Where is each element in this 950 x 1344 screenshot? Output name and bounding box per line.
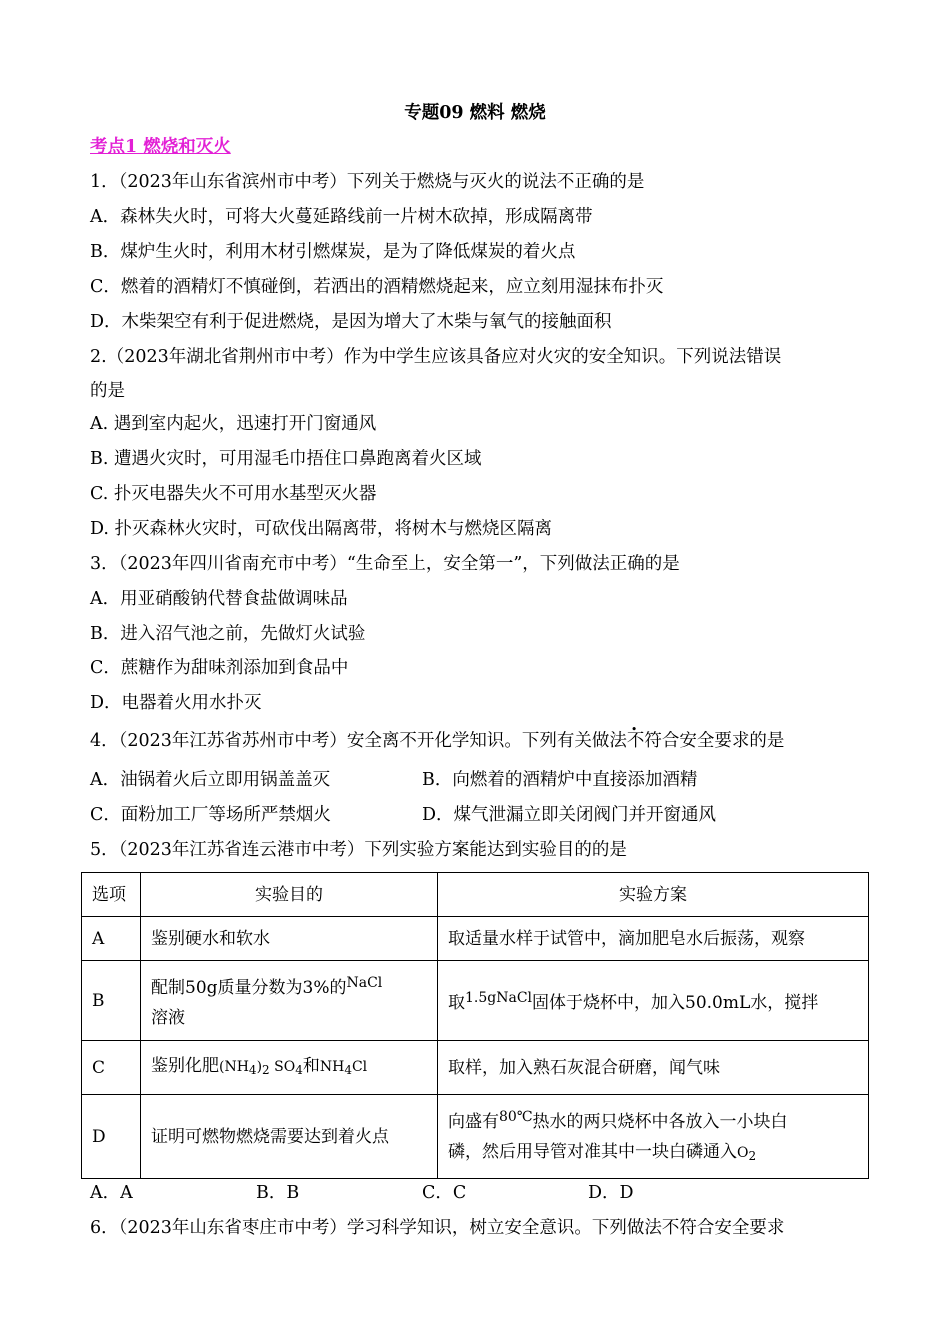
- q4-stem-post: 符合安全要求的是: [644, 731, 785, 751]
- cell-text: 配制50g质量分数为3%的: [151, 978, 347, 998]
- table-cell: A: [82, 917, 141, 961]
- formula-part: SO: [274, 1058, 296, 1075]
- q4-stem: [90, 728, 784, 754]
- table-cell: C: [82, 1041, 141, 1095]
- formula-part: Cl: [351, 1058, 368, 1075]
- q3-option-b: B．进入沼气池之前，先做灯火试验: [90, 624, 366, 644]
- experiment-table: [81, 872, 869, 1179]
- table-row: [82, 961, 869, 1041]
- formula-part: ): [256, 1058, 263, 1075]
- formula-part: NH: [319, 1058, 345, 1075]
- q4-option-c: C．面粉加工厂等场所严禁烟火: [90, 805, 331, 825]
- q4-option-b: B．向燃着的酒精炉中直接添加酒精: [422, 770, 698, 790]
- table-row: [82, 917, 869, 961]
- q4-option-a: A．油锅着火后立即用锅盖盖灭: [90, 770, 331, 790]
- table-cell: D: [82, 1095, 141, 1179]
- table-cell: B: [82, 961, 141, 1041]
- q6-stem: 6．（2023年山东省枣庄市中考）学习科学知识，树立安全意识。下列做法不符合安全要求: [90, 1218, 785, 1238]
- q1-option-d: D．木柴架空有利于促进燃烧，是因为增大了木柴与氧气的接触面积: [90, 312, 612, 332]
- q2-option-c: C. 扑灭电器失火不可用水基型灭火器: [90, 484, 377, 504]
- table-header: 实验目的: [141, 873, 438, 917]
- q4-stem-pre: 4．（2023年江苏省苏州市中考）安全离不开化学知识。下列有关做法: [90, 731, 627, 751]
- table-cell: [141, 961, 438, 1041]
- cell-text: 鉴别化肥: [151, 1055, 219, 1076]
- q5-stem: 5．（2023年江苏省连云港市中考）下列实验方案能达到实验目的的是: [90, 840, 627, 860]
- cell-text: 热水的两只烧杯中各放入一小块白: [532, 1112, 788, 1132]
- q2-stem-line2: 的是: [90, 381, 125, 401]
- q1-option-c: C．燃着的酒精灯不慎碰倒，若洒出的酒精燃烧起来，应立刻用湿抹布扑灭: [90, 277, 664, 297]
- q3-option-d: D．电器着火用水扑灭: [90, 693, 262, 713]
- table-cell: [141, 1041, 438, 1095]
- q3-stem: 3．（2023年四川省南充市中考）“生命至上，安全第一”，下列做法正确的是: [90, 554, 680, 574]
- q3-option-a: A．用亚硝酸钠代替食盐做调味品: [90, 589, 348, 609]
- q5-choice-d: D．D: [588, 1183, 634, 1203]
- q5-choice-b: B．B: [256, 1183, 300, 1203]
- q4-options-row2: [90, 802, 890, 828]
- table-cell: 证明可燃物燃烧需要达到着火点: [141, 1095, 438, 1179]
- formula-subscript: 4: [344, 1062, 352, 1077]
- table-cell: [438, 961, 869, 1041]
- table-cell: 鉴别硬水和软水: [141, 917, 438, 961]
- table-header: 选项: [82, 873, 141, 917]
- chem-formula: [737, 1145, 756, 1161]
- cell-text: 溶液: [151, 1008, 185, 1028]
- table-cell: 取样，加入熟石灰混合研磨，闻气味: [438, 1041, 869, 1095]
- table-header: 实验方案: [438, 873, 869, 917]
- chem-formula: NaCl: [346, 975, 383, 991]
- q2-stem-line1: 2.（2023年湖北省荆州市中考）作为中学生应该具备应对火灾的安全知识。下列说法错误: [90, 347, 782, 367]
- table-row: [82, 1095, 869, 1179]
- cell-text: 固体于烧杯中，加入50.0mL水，搅拌: [532, 993, 819, 1013]
- formula-part: O: [737, 1145, 749, 1161]
- emphasis-mark: 不: [626, 731, 645, 751]
- formula-subscript: 2: [748, 1149, 757, 1163]
- q4-options-row1: [90, 767, 890, 793]
- formula-subscript: 2: [262, 1062, 270, 1077]
- formula-part: (NH: [219, 1058, 249, 1075]
- q5-choice-c: C．C: [422, 1183, 467, 1203]
- q2-option-d: D. 扑灭森林火灾时，可砍伐出隔离带，将树木与燃烧区隔离: [90, 519, 553, 539]
- q1-stem: 1．（2023年山东省滨州市中考）下列关于燃烧与灭火的说法不正确的是: [90, 172, 645, 192]
- q1-option-b: B．煤炉生火时，利用木材引燃煤炭，是为了降低煤炭的着火点: [90, 242, 576, 262]
- chem-formula: [320, 1059, 367, 1075]
- cell-text: 向盛有: [448, 1112, 499, 1132]
- cell-text: 磷，然后用导管对准其中一块白磷通入: [448, 1142, 737, 1162]
- chem-formula: [219, 1059, 303, 1075]
- q1-option-a: A．森林失火时，可将大火蔓延路线前一片树木砍掉，形成隔离带: [90, 207, 593, 227]
- cell-text: 取: [448, 993, 465, 1013]
- table-row: [82, 1041, 869, 1095]
- table-header-row: [82, 873, 869, 917]
- q2-option-b: B. 遭遇火灾时，可用湿毛巾捂住口鼻跑离着火区域: [90, 449, 482, 469]
- table-cell: [438, 1095, 869, 1179]
- formula-subscript: 4: [295, 1062, 303, 1077]
- table-cell: 取适量水样于试管中，滴加肥皂水后振荡，观察: [438, 917, 869, 961]
- page-title: 专题09 燃料 燃烧: [404, 103, 546, 123]
- q2-option-a: A. 遇到室内起火，迅速打开门窗通风: [90, 414, 377, 434]
- section-heading: 考点1 燃烧和灭火: [90, 137, 231, 157]
- formula-subscript: 4: [248, 1062, 257, 1077]
- cell-text: 和: [302, 1055, 320, 1076]
- q4-option-d: D．煤气泄漏立即关闭阀门并开窗通风: [422, 805, 717, 825]
- chem-formula: 1.5gNaCl: [465, 990, 533, 1006]
- temperature: 80℃: [499, 1109, 533, 1125]
- q3-option-c: C．蔗糖作为甜味剂添加到食品中: [90, 658, 349, 678]
- q5-choice-a: A．A: [90, 1183, 133, 1203]
